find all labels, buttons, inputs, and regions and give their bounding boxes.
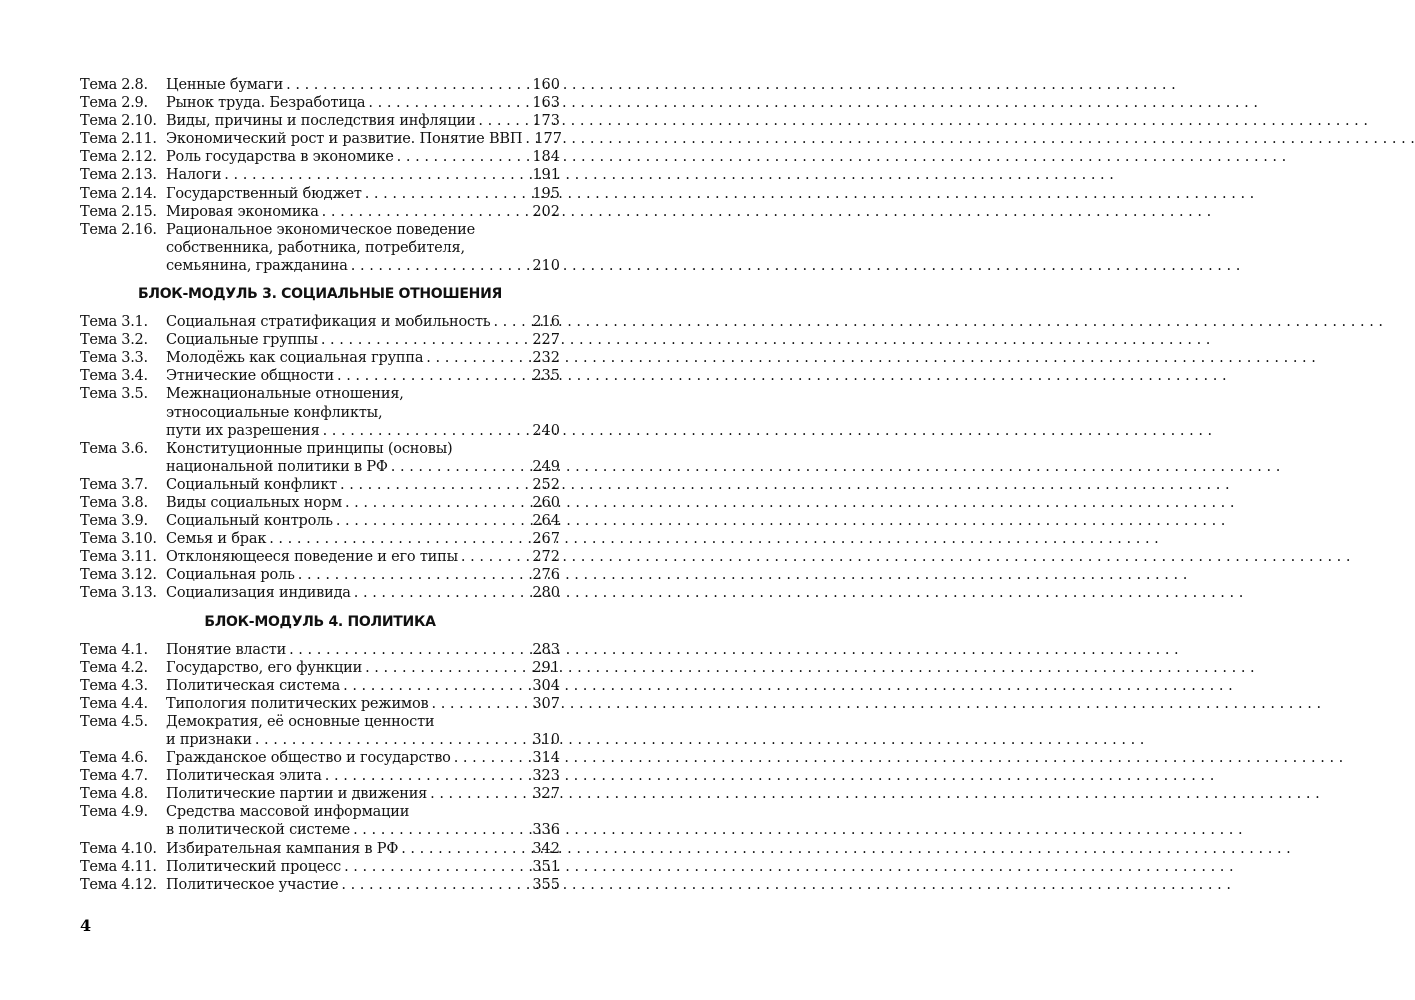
toc-entry <box>80 221 560 275</box>
topic-number: Тема 4.8. <box>80 786 148 803</box>
topic-number: Тема 4.12. <box>80 876 157 893</box>
dot-leader <box>336 512 529 530</box>
topic-title-last-line <box>166 695 560 713</box>
page-number: 4 <box>80 916 92 935</box>
topic-number: Тема 2.14. <box>80 185 157 202</box>
dot-leader <box>354 584 530 602</box>
topic-title-last-line <box>166 677 560 695</box>
toc-entry <box>80 130 563 148</box>
topic-number: Тема 4.10. <box>80 840 157 857</box>
dot-leader <box>286 76 529 94</box>
topic-number: Тема 2.9. <box>80 95 148 112</box>
topic-title-last-line <box>166 731 560 749</box>
topic-title-line: Политическая система <box>166 677 341 694</box>
page-ref: 227 <box>532 332 560 349</box>
page-ref: 283 <box>532 641 560 658</box>
toc-entry <box>80 749 560 767</box>
topic-title-last-line <box>166 476 560 494</box>
toc-entry <box>80 803 560 839</box>
topic-number: Тема 4.3. <box>80 677 148 694</box>
topic-title-last-line <box>166 331 560 349</box>
page-ref: 323 <box>532 768 560 785</box>
topic-title-line: Ценные бумаги <box>166 77 284 93</box>
topic-title-line: Средства массовой информации <box>166 804 410 821</box>
dot-leader <box>401 840 529 858</box>
dot-leader <box>289 641 529 659</box>
topic-title <box>166 840 560 858</box>
topic-number: Тема 2.8. <box>80 77 148 93</box>
page-ref: 280 <box>532 585 560 602</box>
dot-leader <box>454 749 530 767</box>
topic-title-line: Социальный контроль <box>166 513 333 530</box>
toc-entry <box>80 530 560 548</box>
toc-entry <box>80 166 560 184</box>
toc-entry <box>80 367 560 385</box>
toc-entry <box>80 494 560 512</box>
topic-title-last-line <box>166 367 560 385</box>
dot-leader <box>337 367 529 385</box>
topic-number: Тема 3.1. <box>80 314 148 331</box>
toc-entry <box>80 840 560 858</box>
toc-entry <box>80 785 560 803</box>
dot-leader <box>365 185 530 203</box>
topic-title <box>166 695 560 713</box>
toc-entry <box>80 385 560 439</box>
toc-entry <box>80 677 560 695</box>
topic-title <box>166 112 560 130</box>
dot-leader <box>298 566 530 584</box>
topic-number: Тема 3.2. <box>80 332 148 349</box>
page-ref: 184 <box>532 149 560 166</box>
dot-leader <box>368 94 529 112</box>
topic-title <box>166 76 560 94</box>
topic-title-line: Семья и брак <box>166 531 267 548</box>
topic-title-last-line <box>166 148 560 166</box>
topic-number: Тема 4.6. <box>80 750 148 767</box>
page-ref: 195 <box>532 185 560 202</box>
topic-title-line: Мировая экономика <box>166 203 319 220</box>
topic-title <box>166 767 560 785</box>
topic-number: Тема 4.1. <box>80 641 148 658</box>
topic-title <box>166 548 560 566</box>
dot-leader <box>322 203 530 221</box>
page-ref: 173 <box>532 113 560 130</box>
toc-entry <box>80 349 560 367</box>
dot-leader <box>461 548 529 566</box>
dot-leader <box>344 858 529 876</box>
toc-entry <box>80 767 560 785</box>
toc-entry <box>80 659 560 677</box>
dot-leader <box>325 767 530 785</box>
toc-entry <box>80 440 560 476</box>
page-ref: 272 <box>532 549 560 566</box>
topic-number: Тема 4.7. <box>80 768 148 785</box>
topic-title-line: Государство, его функции <box>166 659 363 676</box>
topic-title-line: в политической системе <box>166 822 351 839</box>
topic-number: Тема 3.11. <box>80 549 157 566</box>
topic-title <box>166 440 560 476</box>
toc-entry <box>80 94 560 112</box>
topic-number: Тема 4.9. <box>80 804 148 821</box>
page-ref: 267 <box>532 531 560 548</box>
page-ref: 307 <box>532 695 560 712</box>
topic-title-line: Межнациональные отношения, <box>166 386 404 403</box>
topic-title-line: Политическое участие <box>166 876 339 893</box>
topic-title-line: Социальная стратификация и мобильность <box>166 314 491 331</box>
table-of-contents <box>80 76 563 894</box>
topic-title <box>166 148 560 166</box>
topic-title-line: Государственный бюджет <box>166 185 362 202</box>
page-ref: 163 <box>532 95 560 112</box>
dot-leader <box>343 677 529 695</box>
topic-title <box>166 203 560 221</box>
topic-title-last-line <box>166 494 560 512</box>
topic-title-last-line <box>166 112 560 130</box>
topic-number: Тема 3.5. <box>80 386 148 403</box>
dot-leader <box>351 257 530 275</box>
page-ref: 260 <box>532 494 560 511</box>
topic-title-line: Виды социальных норм <box>166 494 342 511</box>
page-ref: 291 <box>532 659 560 676</box>
toc-entry <box>80 695 560 713</box>
topic-title <box>166 876 560 894</box>
topic-title-line: этносоциальные конфликты, <box>166 404 383 421</box>
topic-title-last-line <box>166 876 560 894</box>
page-ref: 191 <box>532 167 560 184</box>
topic-title-last-line <box>166 130 563 148</box>
toc-entry <box>80 584 560 602</box>
topic-title-line: Политический процесс <box>166 858 342 875</box>
topic-number: Тема 4.11. <box>80 858 157 875</box>
topic-title-line: Рынок труда. Безработица <box>166 95 366 112</box>
dot-leader <box>345 494 529 512</box>
dot-leader <box>341 876 529 894</box>
toc-entry <box>80 876 560 894</box>
topic-title-line: Роль государства в экономике <box>166 149 394 166</box>
topic-title <box>166 349 560 367</box>
topic-title <box>166 641 560 659</box>
dot-leader <box>255 731 529 749</box>
topic-title-line: Демократия, её основные ценности <box>166 713 435 730</box>
topic-title-line: семьянина, гражданина <box>166 257 348 274</box>
dot-leader <box>353 821 529 839</box>
topic-title-last-line <box>166 840 560 858</box>
dot-leader <box>397 148 530 166</box>
topic-number: Тема 2.12. <box>80 149 157 166</box>
topic-title-last-line <box>166 185 560 203</box>
dot-leader <box>340 476 529 494</box>
topic-title-line: Отклоняющееся поведение и его типы <box>166 549 458 566</box>
topic-title <box>166 367 560 385</box>
topic-title <box>166 530 560 548</box>
topic-title <box>166 494 560 512</box>
page-ref: 235 <box>532 368 560 385</box>
toc-entry <box>80 512 560 530</box>
page-ref: 210 <box>532 257 560 274</box>
topic-title-last-line <box>166 458 560 476</box>
topic-title <box>166 185 560 203</box>
toc-entry <box>80 76 560 94</box>
topic-title-last-line <box>166 641 560 659</box>
page-ref: 310 <box>532 732 560 748</box>
toc-entry <box>80 331 560 349</box>
topic-number: Тема 2.10. <box>80 113 157 130</box>
topic-title <box>166 313 560 331</box>
topic-title-line: Социальная роль <box>166 567 295 584</box>
topic-title <box>166 584 560 602</box>
section-title: БЛОК-МОДУЛЬ 3. СОЦИАЛЬНЫЕ ОТНОШЕНИЯ <box>138 286 502 303</box>
topic-number: Тема 4.2. <box>80 659 148 676</box>
topic-title-line: Политическая элита <box>166 768 322 785</box>
page-ref: 304 <box>532 677 560 694</box>
topic-title-line: Рациональное экономическое поведение <box>166 221 475 238</box>
page-ref: 240 <box>532 422 560 439</box>
page-ref: 276 <box>532 567 560 584</box>
topic-title-last-line <box>166 659 560 677</box>
topic-title-line: Гражданское общество и государство <box>166 750 451 767</box>
topic-title-last-line <box>166 166 560 184</box>
topic-title <box>166 512 560 530</box>
topic-title-line: Социализация индивида <box>166 585 351 602</box>
topic-title <box>166 130 563 148</box>
topic-number: Тема 4.5. <box>80 713 148 730</box>
dot-leader <box>321 331 529 349</box>
topic-title-line: Социальные группы <box>166 332 318 349</box>
dot-leader <box>426 349 529 367</box>
topic-title-last-line <box>166 512 560 530</box>
page-ref: 216 <box>532 314 560 331</box>
topic-title-last-line <box>166 821 560 839</box>
topic-title <box>166 677 560 695</box>
topic-title-line: пути их разрешения <box>166 422 320 439</box>
toc-entry <box>80 476 560 494</box>
topic-number: Тема 3.3. <box>80 350 148 367</box>
topic-title-line: Виды, причины и последствия инфляции <box>166 113 476 130</box>
section-title: БЛОК-МОДУЛЬ 4. ПОЛИТИКА <box>204 613 436 630</box>
topic-title-line: и признаки <box>166 732 252 748</box>
topic-number: Тема 3.12. <box>80 567 157 584</box>
topic-number: Тема 2.16. <box>80 221 157 238</box>
toc-entry <box>80 203 560 221</box>
page-ref: 342 <box>532 840 560 857</box>
page-ref: 351 <box>532 858 560 875</box>
topic-title <box>166 659 560 677</box>
page-ref: 252 <box>532 476 560 493</box>
topic-number: Тема 4.4. <box>80 695 148 712</box>
topic-title-line: Понятие власти <box>166 641 287 658</box>
dot-leader <box>478 112 529 130</box>
page-ref: 327 <box>532 786 560 803</box>
topic-title-last-line <box>166 530 560 548</box>
page-ref: 314 <box>532 750 560 767</box>
topic-title-last-line <box>166 858 560 876</box>
page-ref: 355 <box>532 876 560 893</box>
topic-title-last-line <box>166 349 560 367</box>
topic-title-last-line <box>166 785 560 803</box>
topic-number: Тема 2.11. <box>80 131 157 148</box>
topic-title-last-line <box>166 767 560 785</box>
topic-title-last-line <box>166 94 560 112</box>
topic-title <box>166 94 560 112</box>
topic-number: Тема 3.10. <box>80 531 157 548</box>
topic-title-last-line <box>166 584 560 602</box>
topic-title-last-line <box>166 749 560 767</box>
topic-title-line: Конституционные принципы (основы) <box>166 440 453 457</box>
dot-leader <box>391 458 530 476</box>
topic-title <box>166 331 560 349</box>
topic-title <box>166 785 560 803</box>
topic-title-last-line <box>166 257 560 275</box>
topic-title-last-line <box>166 313 560 331</box>
dot-leader <box>365 659 529 677</box>
topic-number: Тема 3.8. <box>80 494 148 511</box>
topic-title <box>166 803 560 839</box>
dot-leader <box>493 313 529 331</box>
toc-entry <box>80 641 560 659</box>
page-ref: 264 <box>532 513 560 530</box>
topic-title-line: национальной политики в РФ <box>166 458 388 475</box>
topic-title <box>166 166 560 184</box>
page-ref: 177 <box>534 131 563 148</box>
topic-title-last-line <box>166 566 560 584</box>
topic-title <box>166 476 560 494</box>
topic-title <box>166 385 560 439</box>
dot-leader <box>525 130 531 148</box>
dot-leader <box>430 785 529 803</box>
topic-number: Тема 3.9. <box>80 513 148 530</box>
page-ref: 336 <box>532 822 560 839</box>
topic-title-last-line <box>166 203 560 221</box>
toc-entry <box>80 713 560 749</box>
page-ref: 160 <box>532 77 560 93</box>
topic-title-line: Политические партии и движения <box>166 786 428 803</box>
toc-entry <box>80 313 560 331</box>
toc-entry <box>80 112 560 130</box>
toc-entry <box>80 858 560 876</box>
topic-title-line: Налоги <box>166 167 222 184</box>
topic-title-line: собственника, работника, потребителя, <box>166 239 465 256</box>
topic-number: Тема 2.15. <box>80 203 157 220</box>
topic-title <box>166 566 560 584</box>
topic-title <box>166 713 560 749</box>
topic-number: Тема 3.7. <box>80 476 148 493</box>
toc-entry <box>80 185 560 203</box>
toc-entry <box>80 548 560 566</box>
toc-entry <box>80 566 560 584</box>
topic-number: Тема 2.13. <box>80 167 157 184</box>
topic-title-last-line <box>166 548 560 566</box>
topic-title-line: Этнические общности <box>166 368 334 385</box>
dot-leader <box>269 530 529 548</box>
topic-title-line: Молодёжь как социальная группа <box>166 350 424 367</box>
topic-title <box>166 858 560 876</box>
page-ref: 202 <box>532 203 560 220</box>
topic-number: Тема 3.13. <box>80 585 157 602</box>
topic-title-last-line <box>166 422 560 440</box>
topic-title <box>166 749 560 767</box>
topic-title-line: Типология политических режимов <box>166 695 429 712</box>
topic-number: Тема 3.4. <box>80 368 148 385</box>
topic-title <box>166 221 560 275</box>
topic-title-line: Экономический рост и развитие. Понятие ВВП <box>166 131 523 148</box>
topic-title-line: Социальный конфликт <box>166 476 338 493</box>
dot-leader <box>431 695 529 713</box>
toc-entry <box>80 148 560 166</box>
page-ref: 249 <box>532 458 560 475</box>
dot-leader <box>323 422 530 440</box>
dot-leader <box>224 166 529 184</box>
page-ref: 232 <box>532 350 560 367</box>
topic-number: Тема 3.6. <box>80 440 148 457</box>
topic-title-last-line <box>166 76 560 94</box>
topic-title-line: Избирательная кампания в РФ <box>166 840 399 857</box>
